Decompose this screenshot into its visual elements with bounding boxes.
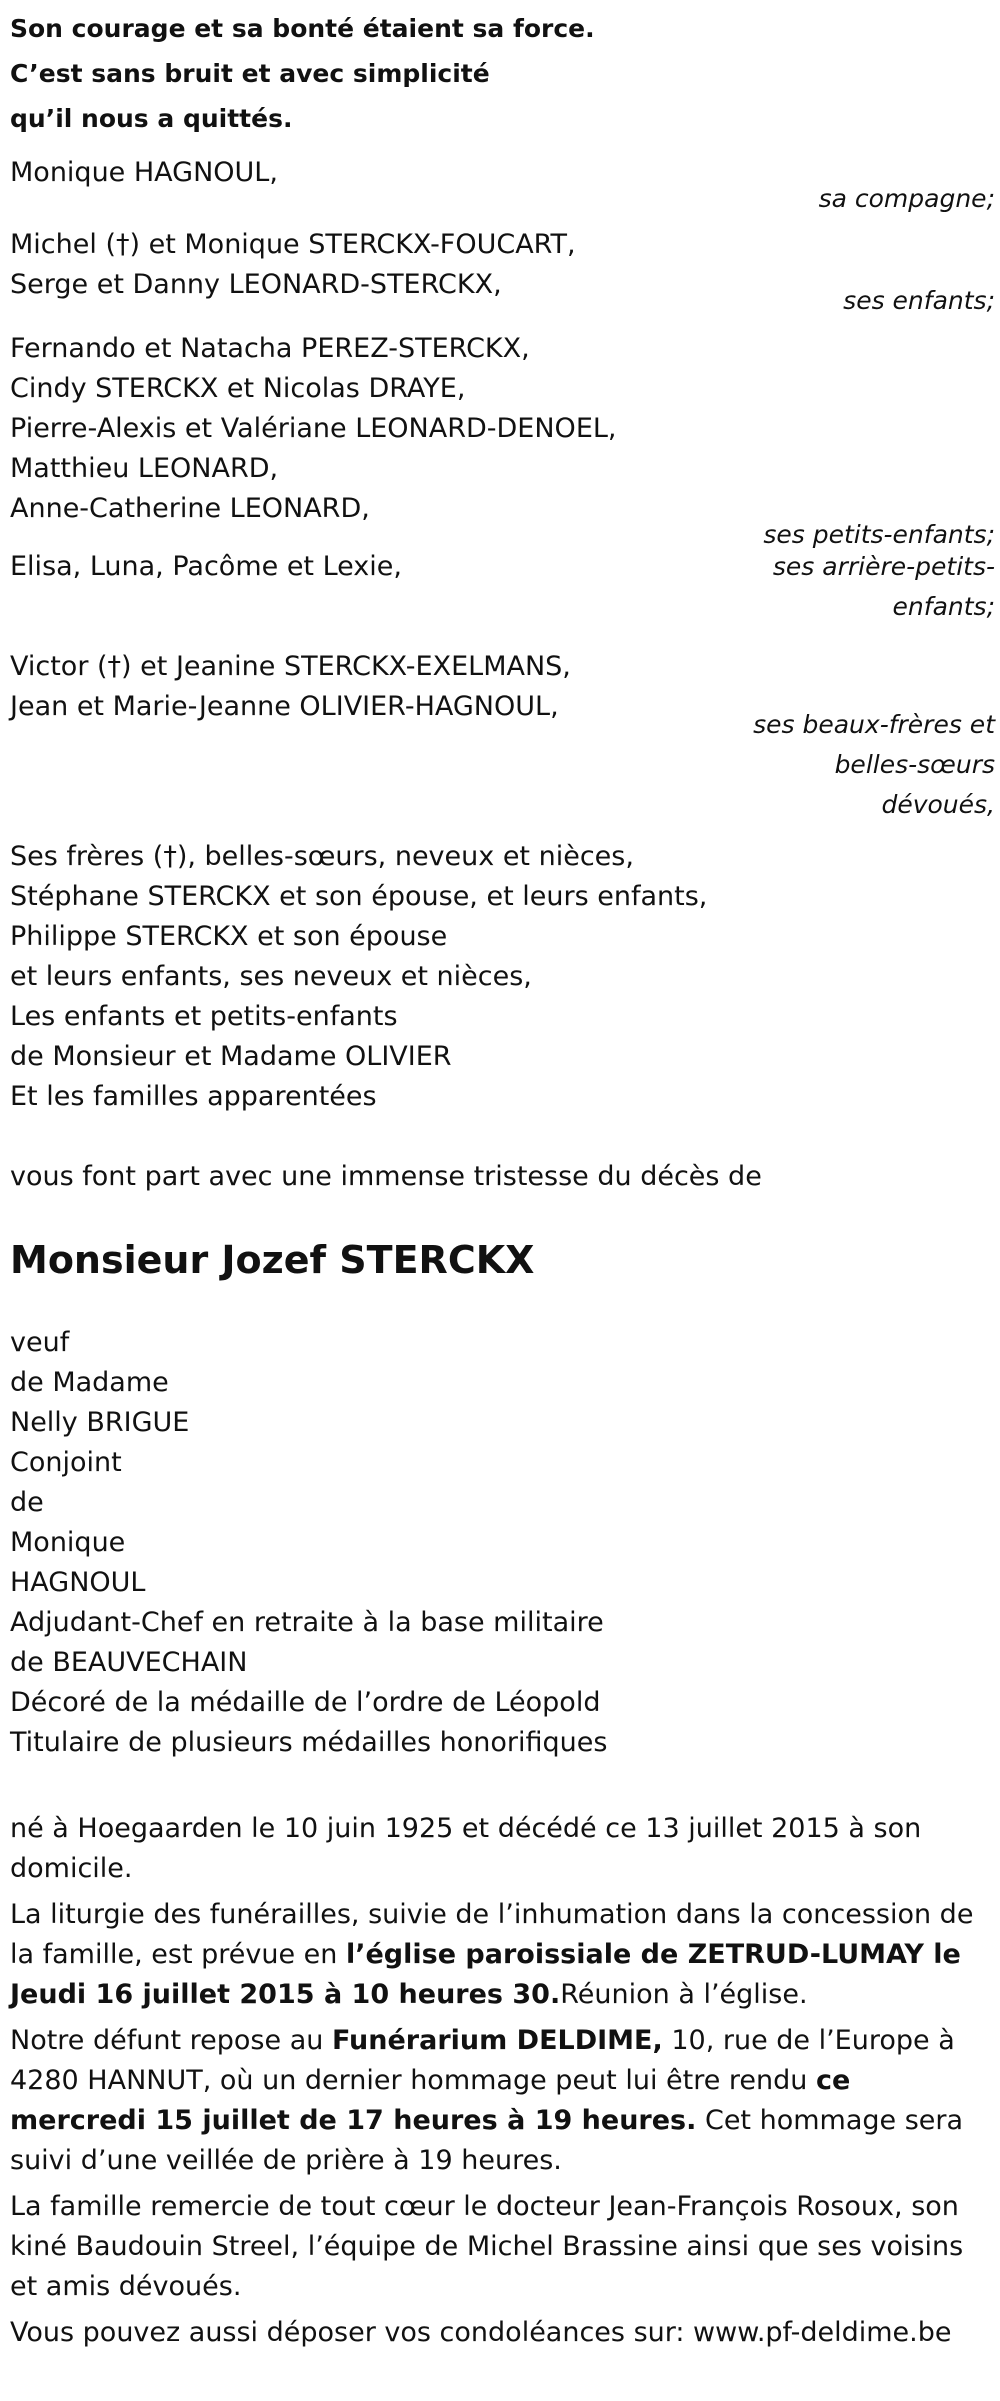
detail-line: Conjoint: [10, 1447, 122, 1478]
family-role: sa compagne;: [818, 184, 995, 213]
relatives-line: Philippe STERCKX et son épouse: [10, 921, 448, 952]
family-group-great-grandchildren: [10, 547, 995, 647]
thanks-paragraph: La famille remercie de tout cœur le docteur Jean-François Rosoux, son kiné Baudouin Streel, l’équipe de Michel Brassine ainsi que ses voisins et amis dévoués.: [10, 2191, 964, 2302]
detail-line: de Madame: [10, 1367, 169, 1398]
intro-line: C’est sans bruit et avec simplicité: [10, 59, 490, 88]
relatives-line: Et les familles apparentées: [10, 1081, 377, 1112]
family-role: ses arrière-petits-enfants;: [772, 552, 995, 621]
intro-line: qu’il nous a quittés.: [10, 104, 293, 133]
funerarium-name: Funérarium DELDIME,: [331, 2025, 663, 2056]
family-role: ses beaux-frères et belles-sœurs dévoués,: [753, 710, 995, 819]
detail-line: de: [10, 1487, 44, 1518]
relatives-list: [10, 837, 995, 1117]
funerarium-text: Notre défunt repose au: [10, 2025, 332, 2056]
birth-death-paragraph: né à Hoegaarden le 10 juin 1925 et décédé ce 13 juillet 2015 à son domicile.: [10, 1813, 922, 1884]
liturgy-text: La liturgie des funérailles, suivie de l’inhumation dans la concession de la famille, est prévue en: [10, 1899, 974, 1970]
detail-line: Monique: [10, 1527, 126, 1558]
family-role: ses enfants;: [843, 286, 995, 315]
family-name: Elisa, Luna, Pacôme et Lexie,: [10, 551, 402, 582]
relatives-line: Ses frères (†), belles-sœurs, neveux et nièces,: [10, 841, 634, 872]
detail-line: de BEAUVECHAIN: [10, 1647, 248, 1678]
liturgy-location: l’église paroissiale de ZETRUD-LUMAY le Jeudi 16 juillet 2015 à 10 heures 30.: [10, 1939, 961, 2010]
family-name: Cindy STERCKX et Nicolas DRAYE,: [10, 373, 466, 404]
family-name: Fernando et Natacha PEREZ-STERCKX,: [10, 333, 530, 364]
announcement: vous font part avec une immense tristesse du décès de: [10, 1161, 762, 1192]
relatives-line: de Monsieur et Madame OLIVIER: [10, 1041, 452, 1072]
family-group-partner: [10, 153, 995, 225]
visitation-time: ce mercredi 15 juillet de 17 heures à 19 heures.: [10, 2065, 851, 2136]
condolences-paragraph: Vous pouvez aussi déposer vos condoléances sur: www.pf-deldime.be: [10, 2317, 952, 2348]
family-name: Anne-Catherine LEONARD,: [10, 493, 370, 524]
family-role: ses petits-enfants;: [763, 520, 995, 549]
liturgy-meeting: Réunion à l’église.: [560, 1979, 808, 2010]
detail-line: Titulaire de plusieurs médailles honorifiques: [10, 1727, 608, 1758]
family-name: Michel (†) et Monique STERCKX-FOUCART,: [10, 229, 576, 260]
deceased-name: Monsieur Jozef STERCKX: [10, 1238, 535, 1282]
family-name: Monique HAGNOUL,: [10, 157, 278, 188]
family-name: Pierre-Alexis et Valériane LEONARD-DENOEL,: [10, 413, 617, 444]
detail-line: HAGNOUL: [10, 1567, 146, 1598]
funerarium-paragraph: [10, 2021, 995, 2181]
liturgy-paragraph: [10, 1895, 995, 2015]
detail-line: Adjudant-Chef en retraite à la base militaire: [10, 1607, 604, 1638]
family-name: Serge et Danny LEONARD-STERCKX,: [10, 269, 502, 300]
detail-line: Décoré de la médaille de l’ordre de Léopold: [10, 1687, 601, 1718]
deceased-details: [10, 1323, 995, 1763]
funerarium-address: 10, rue de l’Europe à 4280 HANNUT, où un dernier hommage peut lui être rendu: [10, 2025, 955, 2096]
intro-line: Son courage et sa bonté étaient sa force.: [10, 14, 595, 43]
obituary-page: [10, 0, 995, 2353]
relatives-line: et leurs enfants, ses neveux et nièces,: [10, 961, 532, 992]
family-name: Victor (†) et Jeanine STERCKX-EXELMANS,: [10, 651, 571, 682]
relatives-line: Stéphane STERCKX et son épouse, et leurs enfants,: [10, 881, 708, 912]
family-group-children: [10, 225, 995, 329]
family-group-in-laws: [10, 647, 995, 837]
family-name: Matthieu LEONARD,: [10, 453, 279, 484]
detail-line: veuf: [10, 1327, 70, 1358]
vigil-text: Cet hommage sera suivi d’une veillée de prière à 19 heures.: [10, 2105, 964, 2176]
family-group-grandchildren: [10, 329, 995, 547]
relatives-line: Les enfants et petits-enfants: [10, 1001, 398, 1032]
detail-line: Nelly BRIGUE: [10, 1407, 190, 1438]
intro-quote: [10, 4, 995, 143]
family-name: Jean et Marie-Jeanne OLIVIER-HAGNOUL,: [10, 691, 559, 722]
